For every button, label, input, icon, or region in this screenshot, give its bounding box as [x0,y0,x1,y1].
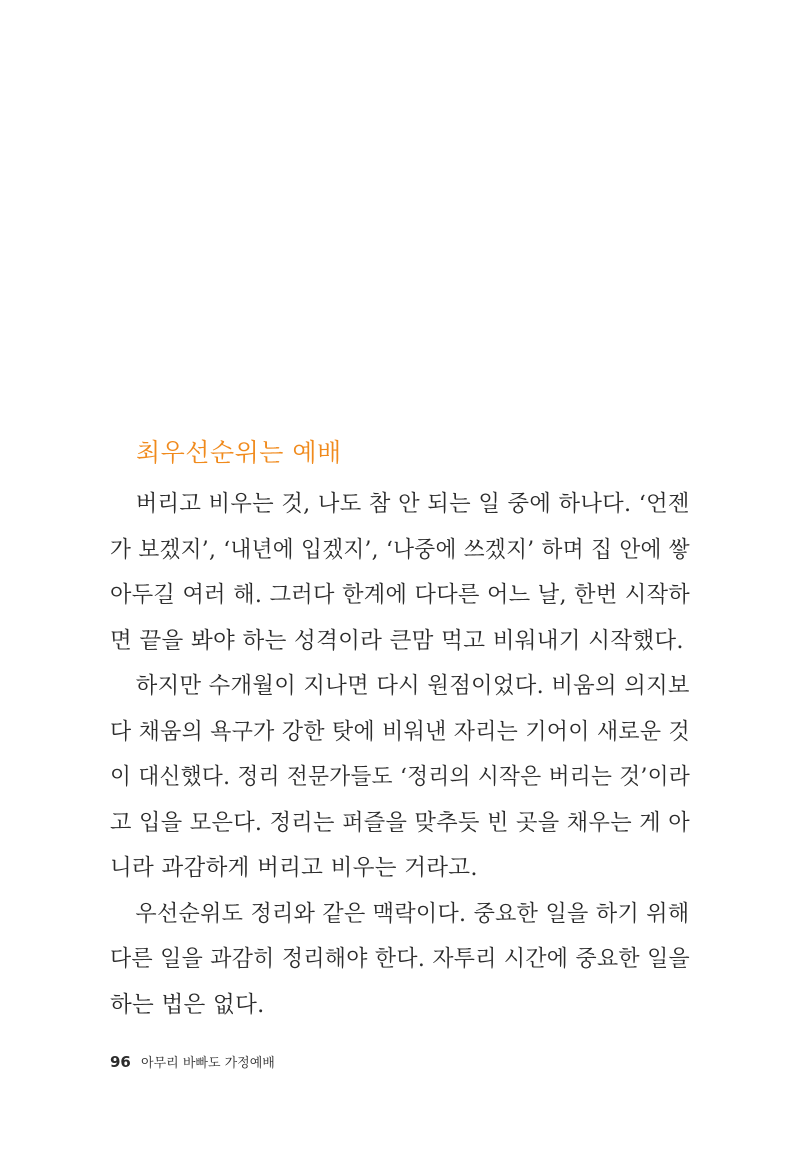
text-line: 하는 법은 없다. [110,991,265,1018]
running-book-title: 아무리 바빠도 가정예배 [141,1056,275,1071]
paragraph-3 [110,892,690,1029]
text-line: 고 입을 모은다. 정리는 퍼즐을 맞추듯 빈 곳을 채우는 게 아 [110,809,691,836]
text-line: 버리고 비우는 것, 나도 참 안 되는 일 중에 하나다. ‘언젠 [135,491,690,517]
text-line: 니라 과감하게 버리고 비우는 거라고. [110,855,478,881]
text-line: 하지만 수개월이 지나면 다시 원점이었다. 비움의 의지보 [135,673,690,699]
text-line: 아두길 여러 해. 그러다 한계에 다다른 어느 날, 한번 시작하 [110,582,691,608]
page-number: 96 [110,1053,131,1071]
section-title: 최우선순위는 예배 [136,438,342,467]
text-line: 다 채움의 욕구가 강한 탓에 비워낸 자리는 기어이 새로운 것 [110,718,691,745]
body-text [110,482,690,1028]
paragraph-1 [110,482,690,664]
page-footer [110,1053,275,1073]
text-line: 우선순위도 정리와 같은 맥락이다. 중요한 일을 하기 위해 [135,900,690,927]
text-line: 가 보겠지’, ‘내년에 입겠지’, ‘나중에 쓰겠지’ 하며 집 안에 쌓 [110,536,690,563]
text-line: 면 끝을 봐야 하는 성격이라 큰맘 먹고 비워내기 시작했다. [110,627,684,654]
paragraph-2 [110,664,690,892]
text-line: 이 대신했다. 정리 전문가들도 ‘정리의 시작은 버리는 것’이라 [110,764,691,790]
text-line: 다른 일을 과감히 정리해야 한다. 자투리 시간에 중요한 일을 [110,946,691,972]
